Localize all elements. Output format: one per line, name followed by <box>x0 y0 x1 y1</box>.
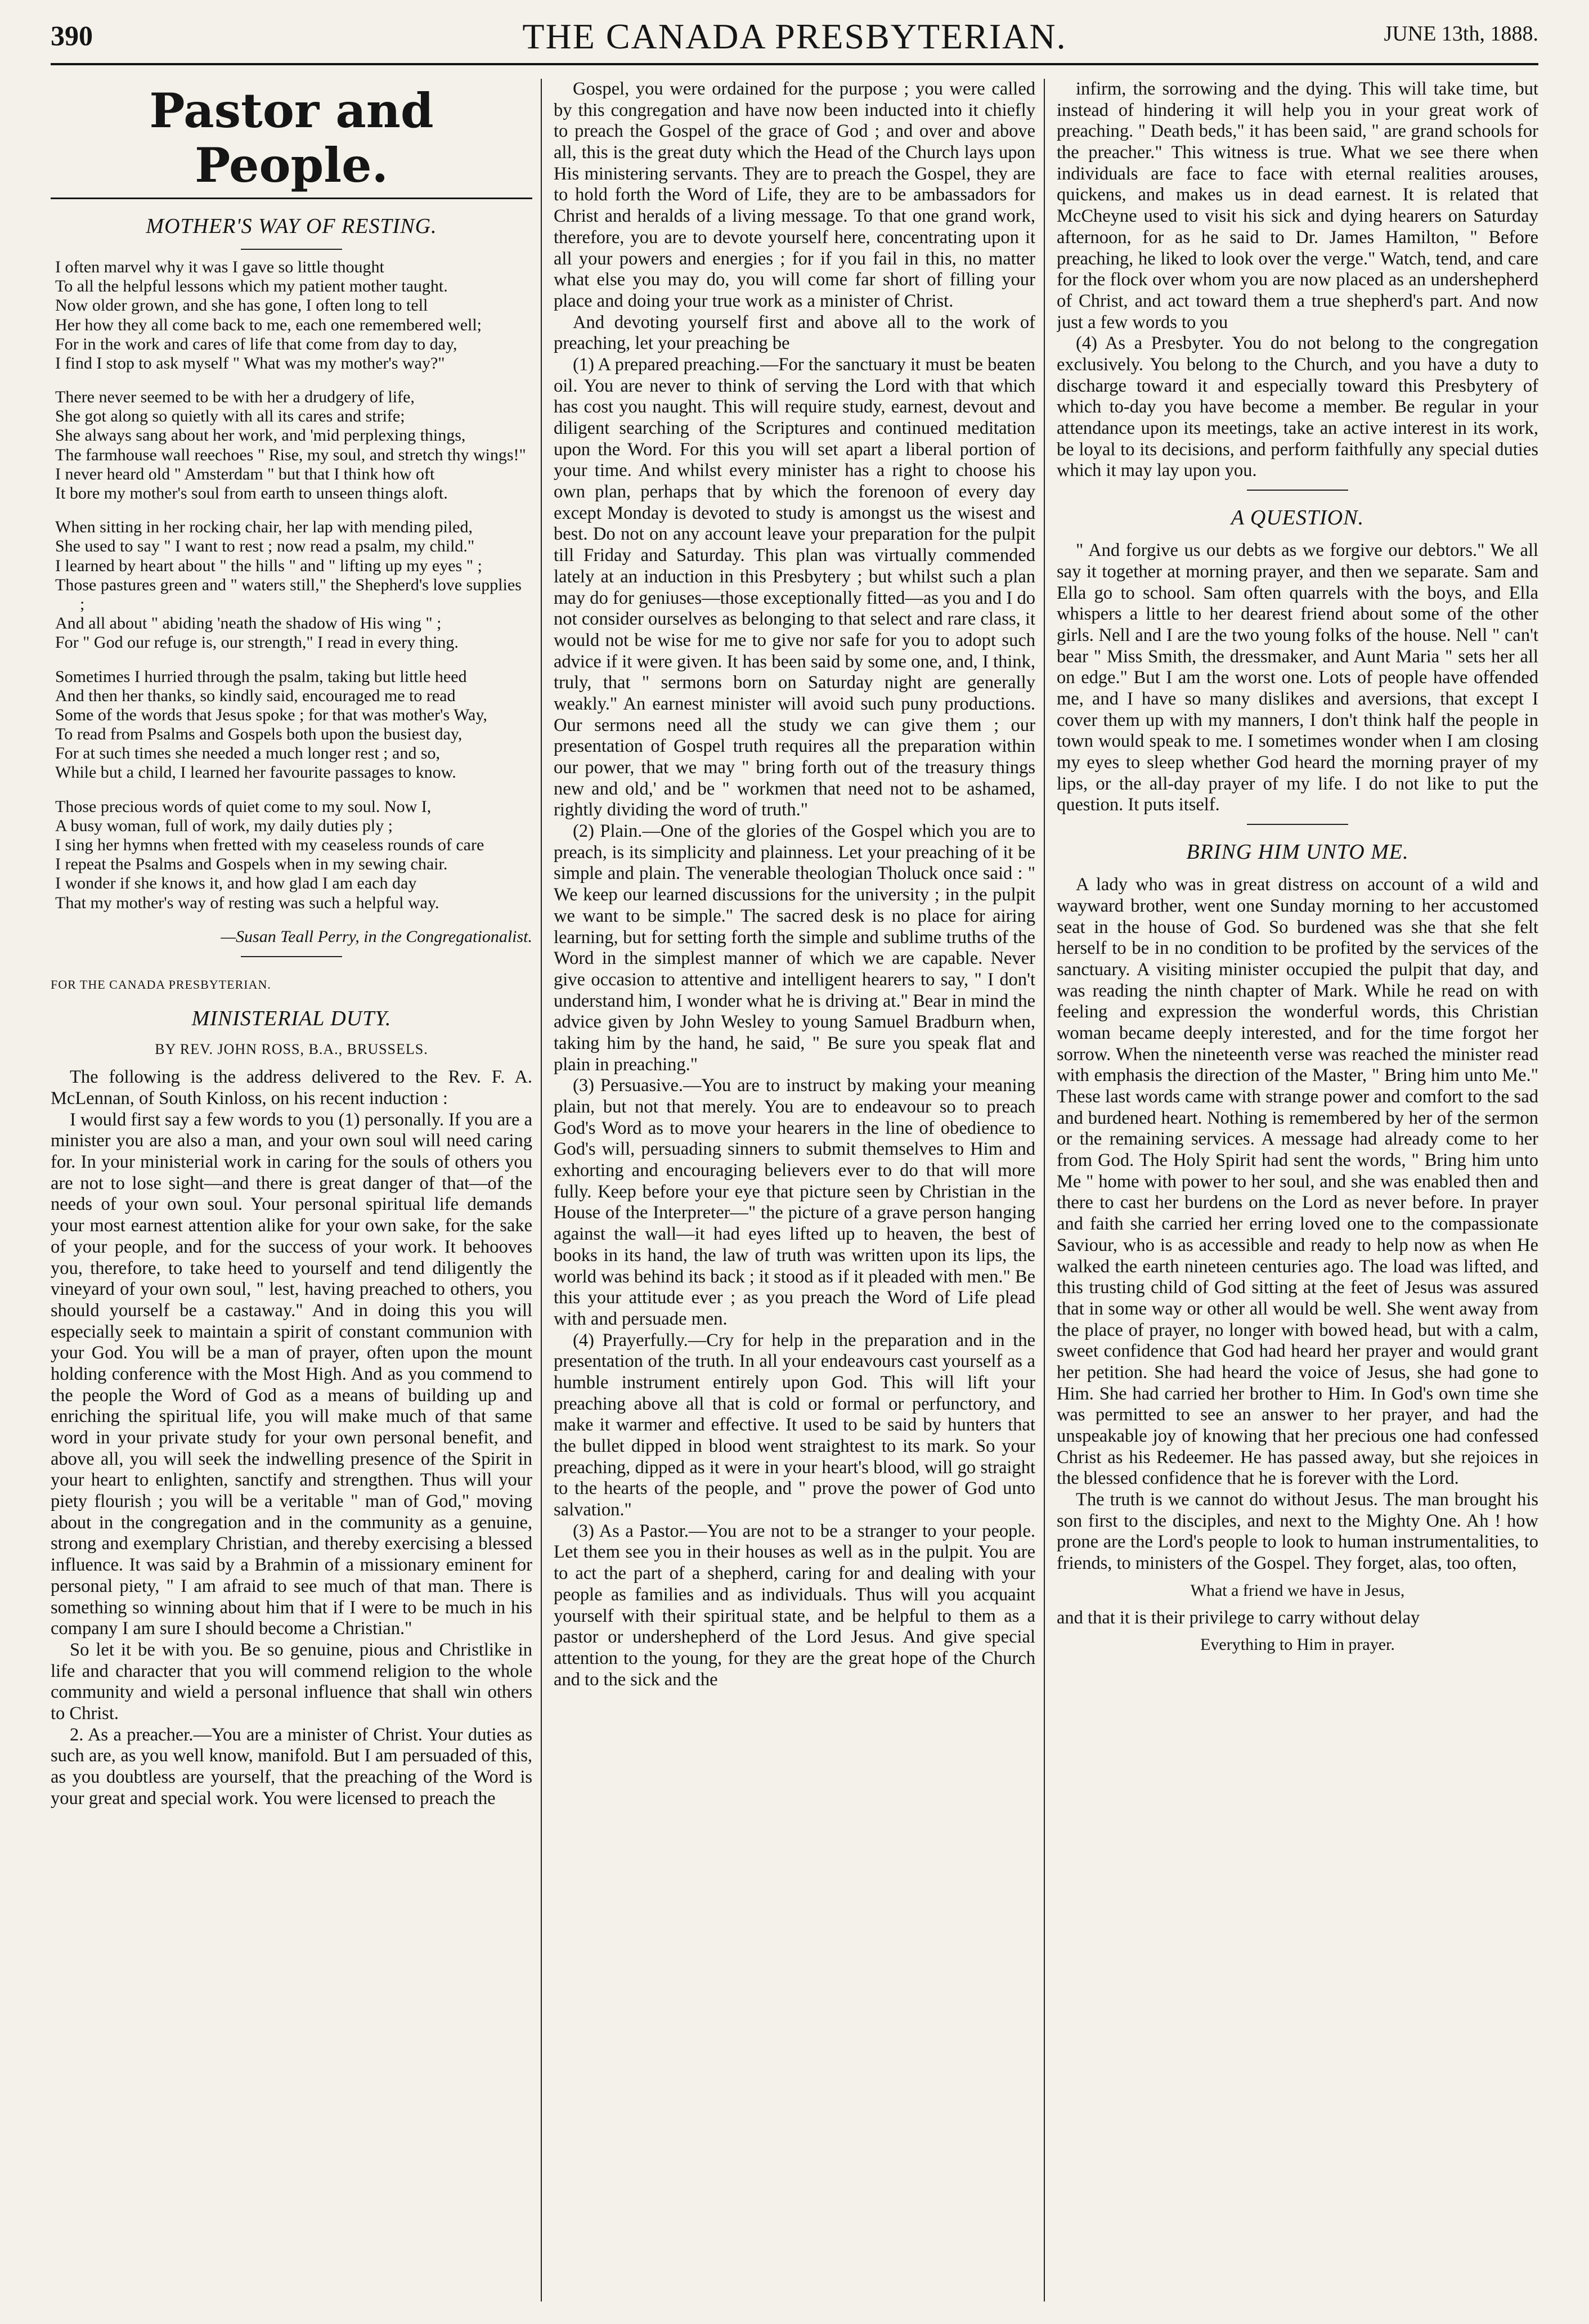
department-heading: Pastor and People. <box>51 83 532 199</box>
poem-line: For " God our refuge is, our strength," I read in every thing. <box>55 633 459 652</box>
poem-line: I wonder if she knows it, and how glad I am each day <box>55 874 417 893</box>
column-2 <box>554 79 1035 2301</box>
poem-line: She got along so quietly with all its cares and strife; <box>55 407 405 426</box>
poem-line: Sometimes I hurried through the psalm, taking but little heed <box>55 667 467 686</box>
section-rule <box>1247 824 1348 825</box>
paragraph: 2. As a preacher.—You are a minister of Christ. Your duties as such are, as you well know, manifold. But I am persuaded of this, as you doubtless are yourself, that the preaching of the Word is your great and special work. You were licensed to preach the <box>51 1724 532 1809</box>
poem-line: She used to say " I want to rest ; now read a psalm, my child." <box>55 537 475 556</box>
poem-line: There never seemed to be with her a drudgery of life, <box>55 388 415 407</box>
paragraph: (3) Persuasive.—You are to instruct by making your meaning plain, but not that merely. You are to endeavour so to preach God's Word as to move your hearers in the line of obedience to God's will, persuading sinners to submit themselves to Him and exhorting and encouraging believers ever to do that will more fully. Keep before your eye that picture seen by Christian in the House of the Interpreter—" the picture of a grave person hanging against the wall—it had eyes lifted up to heaven, the best of books in its hand, the law of truth was written upon its lips, the world was behind its back ; it stood as if it pleaded with men." Be this your attitude ever ; as you preach the Word of Life plead with and persuade men. <box>554 1075 1035 1329</box>
paragraph: " And forgive us our debts as we forgive our debtors." We all say it together at morning prayer, and then we separate. Sam and Ella go to school. Sam often quarrels with the boys, and Ella whispers a little to her dearest friend about some of the other girls. Nell and I are the two young folks of the house. Nell " can't bear " Miss Smith, the dressmaker, and Aunt Maria " sets her all on edge." But I am the worst one. Lots of people have offended me, and I have so many dislikes and aversions, that except I cover them up with my manners, I don't think half the people in town would speak to me. I sometimes wonder when I am closing my eyes to sleep whether God heard the morning prayer of my lips, or the all-day prayer of my life. I do not like to put the question. It puts itself. <box>1057 540 1538 815</box>
masthead <box>51 11 1538 62</box>
paragraph: So let it be with you. Be so genuine, pious and Christlike in life and character that you will commend religion to the whole community and wield a personal influence that shall win others to Christ. <box>51 1639 532 1724</box>
paragraph: (3) As a Pastor.—You are not to be a stranger to your people. Let them see you in their houses as well as in the pulpit. You are to act the part of a shepherd, caring for and dealing with your people as families and as individuals. Thus will you acquaint yourself with their spiritual state, and be helpful to them as a pastor or undershepherd of the Lord Jesus. And give special attention to the young, for they are the great hope of the Church and to the sick and the <box>554 1520 1035 1690</box>
poem-line: When sitting in her rocking chair, her lap with mending piled, <box>55 518 473 537</box>
poem-line: The farmhouse wall reechoes " Rise, my soul, and stretch thy wings!" <box>55 445 526 464</box>
section-rule <box>1247 490 1348 491</box>
column-divider <box>541 79 542 2301</box>
poem-stanza <box>55 518 528 652</box>
paragraph: A lady who was in great distress on account of a wild and wayward brother, went one Sunday morning to her accustomed seat in the house of God. So burdened was she that she felt herself to be in no condition to be profited by the services of the sanctuary. A visiting minister occupied the pulpit that day, and was reading the ninth chapter of Mark. While he read on with feeling and expression the wonderful words, this Christian woman became deeply interested, and for the time forgot her sorrow. When the nineteenth verse was reached the minister read with emphasis the direction of the Master, " Bring him unto Me." These last words came with strange power and comfort to the sad and burdened heart. Nothing is remembered by her of the sermon or the remaining services. A message had already come to her from God. The Holy Spirit had sent the words, " Bring him unto Me " home with power to her soul, and she was enabled then and there to cast her burdens on the Lord as never before. In prayer and faith she carried her erring loved one to the compassionate Saviour, who is as accessible and ready to help now as when He walked the earth nineteen centuries ago. The load was lifted, and this trusting child of God sitting at the feet of Jesus was assured that in some way or other all would be well. She went away from the place of prayer, no longer with bowed head, but with a calm, sweet confidence that God had heard her prayer and would grant her petition. She had heard the voice of Jesus, she had gone to Him. She had carried her brother to Him. In God's own time she was permitted to see an answer to her prayer, and had the unspeakable joy of knowing that her precious one had confessed Christ as his Redeemer. He has passed away, but she rejoices in the blessed confidence that he is forever with the Lord. <box>1057 874 1538 1489</box>
connector-line: and that it is their privilege to carry without delay <box>1057 1607 1420 1628</box>
paragraph: I would first say a few words to you (1) personally. If you are a minister you are also a man, and your own soul will need caring for. In your ministerial work in caring for the souls of others you are not to lose sight—and there is great danger of that—of the needs of your own soul. Your personal spiritual life demands your most earnest attention alike for your own sake, for the sake of your people, and for the success of your work. It behooves you, therefore, to take heed to yourself and tend diligently the vineyard of your own soul, " lest, having preached to others, you should yourself be a castaway." And in doing this you will especially seek to maintain a spirit of constant communion with your God. You will be a man of prayer, often upon the mount holding conference with the Most High. And as you commend to the people the Word of God as a means of building up and enriching the spiritual life, you will make much of that same word in your private study for your own personal benefit, and above all, you will seek the indwelling presence of the Spirit in your heart to enlighten, sanctify and strengthen. Thus will your piety flourish ; you will be a veritable " man of God," moving about in the congregation and in the community as a genuine, strong and exemplary Christian, and thereby exercising a blessed influence. It was said by a Brahmin of a missionary eminent for personal piety, " I am afraid to see much of that man. There is something so winning about him that if I were to be much in his company I am sure I should become a Christian." <box>51 1109 532 1639</box>
question-title: A QUESTION. <box>1231 506 1364 530</box>
poem-line: For in the work and cares of life that come from day to day, <box>55 334 457 353</box>
ministerial-text-col1 <box>51 1067 532 1809</box>
page-number: 390 <box>51 20 93 51</box>
poem-stanza <box>55 797 528 913</box>
poem-line: Those precious words of quiet come to my soul. Now I, <box>55 797 432 816</box>
poem-stanza <box>55 388 528 503</box>
poem-line: Her how they all come back to me, each one remembered well; <box>55 315 482 334</box>
byline: BY REV. JOHN ROSS, B.A., BRUSSELS. <box>155 1041 428 1058</box>
question-text <box>1057 540 1538 816</box>
bring-him-title: BRING HIM UNTO ME. <box>1186 840 1409 864</box>
paragraph: (2) Plain.—One of the glories of the Gospel which you are to preach, is its simplicity and plainness. Let your preaching of it be simple and plain. The venerable theologian Tholuck once said : " We keep our learned discussions for the university ; in the pulpit we want to be simple." The sacred desk is no place for airing learning, but for setting forth the simple and sublime truths of the Word in the simplest manner of which we are capable. Never give occasion to attentive and intelligent hearers to say, " I don't understand him, I wonder what he is driving at." Bear in mind the advice given by John Wesley to young Samuel Bradburn when, taking him by the hand, he said, " Be sure you speak flat and plain in preaching." <box>554 821 1035 1075</box>
column-divider <box>1044 79 1045 2301</box>
poem-line: For at such times she needed a much longer rest ; and so, <box>55 744 440 763</box>
poem-line: Now older grown, and she has gone, I often long to tell <box>55 296 428 315</box>
poem-line: And then her thanks, so kindly said, encouraged me to read <box>55 686 456 705</box>
poem-line: I often marvel why it was I gave so little thought <box>55 257 384 276</box>
paragraph: (1) A prepared preaching.—For the sanctuary it must be beaten oil. You are never to think of serving the Lord with that which has cost you naught. This will require study, earnest, devout and diligent searching of the Scriptures and continued meditation upon the Word. For this you will set apart a liberal portion of your time. And whilst every minister has a right to choose his own plan, perhaps that by which the forenoon of every day except Monday is devoted to study is amongst us the wisest and best. Do not on any account leave your preparation for the pulpit till Friday and Saturday. This plan was virtually commended lately at an induction in this Presbytery ; but whilst such a plan may do for geniuses—those exceptionally fitted—as you and I do not consider ourselves as belonging to that select and rare class, it would not be wise for me to give nor safe for you to adopt such advice if it were given. It has been said by some one, and, I think, truly, that " sermons born on Saturday night are generally weakly." An earnest minister will avoid such puny productions. Our sermons need all the study we can give them ; our presentation of Gospel truth requires all the preparation within our power, that we may " bring forth out of the treasury things new and old,' and be " workmen that need not to be ashamed, rightly dividing the word of truth." <box>554 354 1035 820</box>
poem-line: Some of the words that Jesus spoke ; for that was mother's Way, <box>55 705 487 724</box>
poem-line: I never heard old " Amsterdam " but that I think how oft <box>55 464 435 483</box>
section-rule <box>241 956 342 957</box>
ministerial-text-col3 <box>1057 79 1538 482</box>
paragraph: (4) As a Presbyter. You do not belong to the congregation exclusively. You belong to the Church, and you have a duty to discharge toward it and especially toward this Presbytery of which to-day you have become a member. Be regular in your attendance upon its meetings, take an active interest in its work, be loyal to its decisions, and perform faithfully any special duties which it may lay upon you. <box>1057 333 1538 481</box>
poem-attribution: —Susan Teall Perry, in the Congregationalist. <box>221 927 532 946</box>
poem-line: That my mother's way of resting was such a helpful way. <box>55 893 439 912</box>
poem-body <box>55 258 528 913</box>
poem-line: A busy woman, full of work, my daily duties ply ; <box>55 816 393 835</box>
poem-line: To all the helpful lessons which my patient mother taught. <box>55 277 448 296</box>
poem-line: While but a child, I learned her favourite passages to know. <box>55 763 456 782</box>
title-rule <box>241 249 342 250</box>
column-1 <box>51 79 532 2301</box>
issue-date: JUNE 13th, 1888. <box>1384 22 1538 46</box>
poem-line: To read from Psalms and Gospels both upon the busiest day, <box>55 725 463 744</box>
paragraph: (4) Prayerfully.—Cry for help in the preparation and in the presentation of the truth. In all your endeavours cast yourself as a humble instrument entirely upon God. This will lift your preaching above all that is cold or formal or perfunctory, and make it warmer and effective. It used to be said by hunters that the bullet dipped in blood went straightest to its mark. So your preaching, dipped as it were in your heart's blood, will go straight to the hearts of the people, and " prove the power of God unto salvation." <box>554 1330 1035 1520</box>
paragraph: infirm, the sorrowing and the dying. This will take time, but instead of hindering it will help you in your great work of preaching. " Death beds," it has been said, " are grand schools for the preacher." This witness is true. What we see there when individuals are face to face with eternal realities arouses, quickens, and makes us in dead earnest. It is related that McCheyne used to visit his sick and dying hearers on Saturday afternoon, for as he said to Dr. James Hamilton, " Before preaching, he liked to look over the verge." Watch, tend, and care for the flock over whom you are now placed as an undershepherd of Christ, and act toward them a true shepherd's part. And now just a few words to you <box>1057 79 1538 333</box>
hymn-line: Everything to Him in prayer. <box>1200 1635 1395 1654</box>
column-3 <box>1057 79 1538 2301</box>
newspaper-title: THE CANADA PRESBYTERIAN. <box>522 16 1067 56</box>
poem-line: She always sang about her work, and 'mid perplexing things, <box>55 426 466 445</box>
poem-line: I learned by heart about " the hills " and " lifting up my eyes " ; <box>55 556 482 575</box>
paragraph: The following is the address delivered to the Rev. F. A. McLennan, of South Kinloss, on his recent induction : <box>51 1067 532 1109</box>
poem-line: It bore my mother's soul from earth to unseen things aloft. <box>55 484 448 503</box>
poem-line: I find I stop to ask myself " What was my mother's way?" <box>55 353 445 373</box>
masthead-rule <box>51 63 1538 65</box>
bring-him-text <box>1057 874 1538 1574</box>
poem-title: MOTHER'S WAY OF RESTING. <box>146 214 437 238</box>
poem-line: I repeat the Psalms and Gospels when in my sewing chair. <box>55 855 448 874</box>
poem-stanza <box>55 667 528 783</box>
hymn-line: What a friend we have in Jesus, <box>1190 1581 1405 1600</box>
paragraph: Gospel, you were ordained for the purpose ; you were called by this congregation and have now been inducted into it chiefly to preach the Gospel of the grace of God ; and over and above all, this is the great duty which the Head of the Church lays upon His ministering servants. They are to preach the Gospel, they are to hold forth the Word of Life, they are to be ambassadors for Christ and heralds of a living message. To that one grand work, therefore, you are to devote yourself here, concentrating upon it all your powers and energies ; for if you fail in this, no matter what else you may do, you will come far short of filling your place and doing your true work as a minister of Christ. <box>554 79 1035 311</box>
poem-stanza <box>55 258 528 373</box>
paragraph: And devoting yourself first and above all to the work of preaching, let your preaching be <box>554 312 1035 354</box>
poem-line: And all about " abiding 'neath the shadow of His wing " ; <box>55 614 442 633</box>
poem-line: I sing her hymns when fretted with my ceaseless rounds of care <box>55 836 484 855</box>
for-line: FOR THE CANADA PRESBYTERIAN. <box>51 977 271 991</box>
poem-line: Those pastures green and " waters still," the Shepherd's love supplies ; <box>55 575 522 613</box>
ministerial-title: MINISTERIAL DUTY. <box>191 1007 392 1031</box>
paragraph: The truth is we cannot do without Jesus. The man brought his son first to the disciples, and next to the Mighty One. Ah ! how prone are the Lord's people to look to human instrumentalities, to friends, to ministers of the Gospel. They forget, alas, too often, <box>1057 1489 1538 1574</box>
ministerial-text-col2 <box>554 79 1035 1690</box>
